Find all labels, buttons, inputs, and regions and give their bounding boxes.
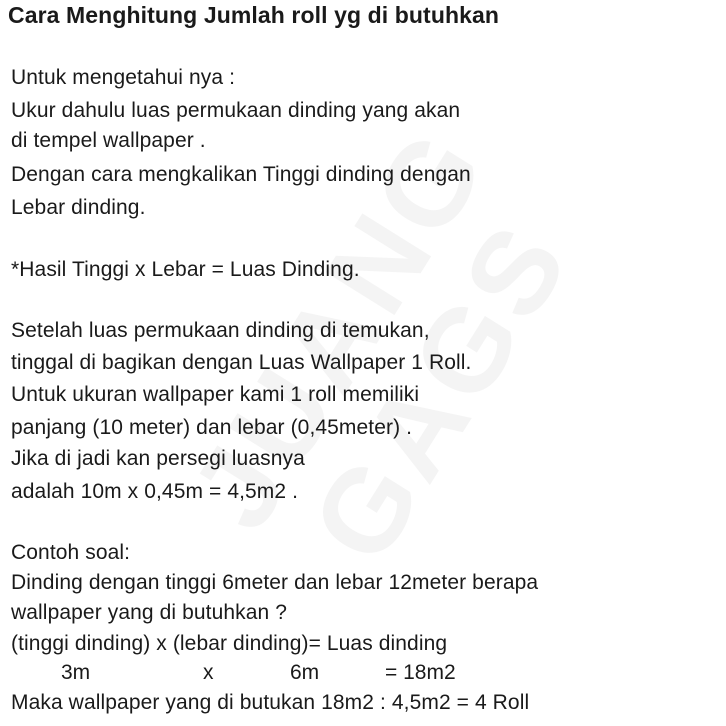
- example-line-3: (tinggi dinding) x (lebar dinding)= Luas dinding: [11, 632, 448, 655]
- calc-multiply: x: [203, 661, 214, 684]
- intro-line-1: Ukur dahulu luas permukaan dinding yang akan: [11, 99, 461, 122]
- intro-line-4: Lebar dinding.: [11, 196, 146, 219]
- intro-heading: Untuk mengetahui nya :: [11, 66, 236, 89]
- page-title: Cara Menghitung Jumlah roll yg di butuhkan: [8, 2, 500, 28]
- calc-width: 6m: [290, 661, 320, 684]
- explanation-line-2: tinggal di bagikan dengan Luas Wallpaper 1 Roll.: [11, 351, 472, 374]
- explanation-line-6: adalah 10m x 0,45m = 4,5m2 .: [11, 480, 299, 503]
- intro-line-2: di tempel wallpaper .: [11, 129, 206, 152]
- explanation-line-1: Setelah luas permukaan dinding di temukan,: [11, 319, 430, 342]
- calc-result: = 18m2: [385, 661, 456, 684]
- example-line-1: Dinding dengan tinggi 6meter dan lebar 12meter berapa: [11, 571, 539, 594]
- explanation-line-5: Jika di jadi kan persegi luasnya: [11, 447, 305, 470]
- calc-height: 3m: [61, 661, 91, 684]
- example-heading: Contoh soal:: [11, 541, 131, 564]
- formula-line: *Hasil Tinggi x Lebar = Luas Dinding.: [11, 258, 360, 281]
- explanation-line-4: panjang (10 meter) dan lebar (0,45meter) .: [11, 416, 413, 439]
- example-line-2: wallpaper yang di butuhkan ?: [11, 601, 287, 624]
- intro-line-3: Dengan cara mengkalikan Tinggi dinding dengan: [11, 163, 471, 186]
- example-conclusion: Maka wallpaper yang di butukan 18m2 : 4,5m2 = 4 Roll: [11, 691, 530, 714]
- explanation-line-3: Untuk ukuran wallpaper kami 1 roll memiliki: [11, 383, 420, 406]
